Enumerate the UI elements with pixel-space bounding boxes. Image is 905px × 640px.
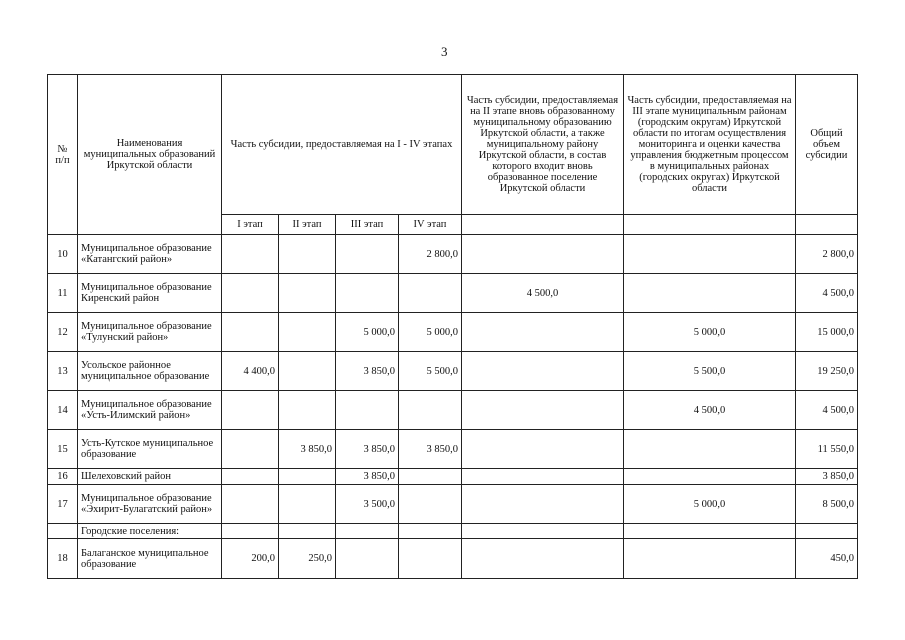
part2-value bbox=[462, 391, 624, 430]
row-name: Муниципальное образование «Эхирит-Булагатский район» bbox=[78, 485, 222, 524]
row-number: 13 bbox=[48, 352, 78, 391]
col-header-num: № п/п bbox=[48, 75, 78, 235]
stage-4-value bbox=[399, 391, 462, 430]
stage-4-value: 2 800,0 bbox=[399, 235, 462, 274]
table-row bbox=[48, 539, 858, 579]
row-name: Усть-Кутское муниципальное образование bbox=[78, 430, 222, 469]
stage-4-value: 3 850,0 bbox=[399, 430, 462, 469]
table-row bbox=[48, 485, 858, 524]
row-number: 10 bbox=[48, 235, 78, 274]
total-value: 450,0 bbox=[796, 539, 858, 579]
stage-1-value: 200,0 bbox=[222, 539, 279, 579]
stage-1-value bbox=[222, 391, 279, 430]
part2-value bbox=[462, 539, 624, 579]
row-name: Шелеховский район bbox=[78, 469, 222, 485]
row-number: 15 bbox=[48, 430, 78, 469]
stage-2-header: II этап bbox=[279, 215, 336, 235]
row-name: Муниципальное образование «Усть-Илимский район» bbox=[78, 391, 222, 430]
stage-1-value bbox=[222, 274, 279, 313]
stage-1-value bbox=[222, 235, 279, 274]
total-subheader bbox=[796, 215, 858, 235]
stage-3-value bbox=[336, 274, 399, 313]
stage-1-header: I этап bbox=[222, 215, 279, 235]
table-row bbox=[48, 235, 858, 274]
part3-value: 5 000,0 bbox=[624, 313, 796, 352]
stage-2-value: 250,0 bbox=[279, 539, 336, 579]
row-number: 14 bbox=[48, 391, 78, 430]
part3-value bbox=[624, 539, 796, 579]
stage-1-value: 4 400,0 bbox=[222, 352, 279, 391]
stage-4-header: IV этап bbox=[399, 215, 462, 235]
stage-1-value bbox=[222, 313, 279, 352]
stage-2-value bbox=[279, 313, 336, 352]
table-row bbox=[48, 469, 858, 485]
total-value: 3 850,0 bbox=[796, 469, 858, 485]
empty-cell bbox=[796, 524, 858, 539]
stage-3-value bbox=[336, 539, 399, 579]
stage-4-value bbox=[399, 469, 462, 485]
part3-value: 4 500,0 bbox=[624, 391, 796, 430]
group-row bbox=[48, 524, 858, 539]
part2-value bbox=[462, 430, 624, 469]
row-number: 17 bbox=[48, 485, 78, 524]
part3-value bbox=[624, 469, 796, 485]
stage-1-value bbox=[222, 469, 279, 485]
row-name: Муниципальное образование «Катангский район» bbox=[78, 235, 222, 274]
empty-cell bbox=[399, 524, 462, 539]
total-value: 15 000,0 bbox=[796, 313, 858, 352]
part3-value: 5 000,0 bbox=[624, 485, 796, 524]
stage-4-value: 5 000,0 bbox=[399, 313, 462, 352]
row-number: 12 bbox=[48, 313, 78, 352]
stage-3-value: 5 000,0 bbox=[336, 313, 399, 352]
stage-2-value: 3 850,0 bbox=[279, 430, 336, 469]
stage-1-value bbox=[222, 485, 279, 524]
stage-3-value: 3 850,0 bbox=[336, 469, 399, 485]
part3-value: 5 500,0 bbox=[624, 352, 796, 391]
stage-3-value: 3 850,0 bbox=[336, 352, 399, 391]
col-header-part1: Часть субсидии, предоставляемая на I - IV этапах bbox=[222, 75, 462, 215]
stage-3-value: 3 500,0 bbox=[336, 485, 399, 524]
col-header-total: Общий объем субсидии bbox=[796, 75, 858, 215]
stage-4-value bbox=[399, 274, 462, 313]
subsidy-table bbox=[47, 74, 858, 579]
col-header-part2: Часть субсидии, предоставляемая на II этапе вновь образованному муниципальному образованию Иркутской области, а также муниципальному району Иркутской области, в состав которого входит вновь образованное поселение Иркутской области bbox=[462, 75, 624, 215]
total-value: 4 500,0 bbox=[796, 391, 858, 430]
part2-value: 4 500,0 bbox=[462, 274, 624, 313]
table-row bbox=[48, 274, 858, 313]
part3-subheader bbox=[624, 215, 796, 235]
col-header-part3: Часть субсидии, предоставляемая на III этапе муниципальным районам (городским округам) Иркутской области по итогам осуществления мониторинга и оценки качества управления бюджетным процессом в муниципальных районах (городских округах) Иркутской области bbox=[624, 75, 796, 215]
stage-2-value bbox=[279, 469, 336, 485]
stage-3-value: 3 850,0 bbox=[336, 430, 399, 469]
page-number: 3 bbox=[441, 44, 448, 59]
row-number: 16 bbox=[48, 469, 78, 485]
part3-value bbox=[624, 235, 796, 274]
stage-2-value bbox=[279, 274, 336, 313]
total-value: 4 500,0 bbox=[796, 274, 858, 313]
part3-value bbox=[624, 274, 796, 313]
part2-value bbox=[462, 469, 624, 485]
stage-2-value bbox=[279, 485, 336, 524]
stage-4-value bbox=[399, 539, 462, 579]
row-name: Муниципальное образование Киренский район bbox=[78, 274, 222, 313]
stage-2-value bbox=[279, 352, 336, 391]
part2-value bbox=[462, 235, 624, 274]
empty-cell bbox=[462, 524, 624, 539]
part3-value bbox=[624, 430, 796, 469]
empty-cell bbox=[336, 524, 399, 539]
part2-subheader bbox=[462, 215, 624, 235]
stage-3-value bbox=[336, 391, 399, 430]
stage-2-value bbox=[279, 391, 336, 430]
table-row bbox=[48, 391, 858, 430]
group-row-number bbox=[48, 524, 78, 539]
stage-3-value bbox=[336, 235, 399, 274]
row-name: Балаганское муниципальное образование bbox=[78, 539, 222, 579]
empty-cell bbox=[624, 524, 796, 539]
table-row bbox=[48, 352, 858, 391]
row-name: Усольское районное муниципальное образование bbox=[78, 352, 222, 391]
part2-value bbox=[462, 352, 624, 391]
row-number: 18 bbox=[48, 539, 78, 579]
total-value: 11 550,0 bbox=[796, 430, 858, 469]
part2-value bbox=[462, 485, 624, 524]
total-value: 2 800,0 bbox=[796, 235, 858, 274]
part2-value bbox=[462, 313, 624, 352]
stage-3-header: III этап bbox=[336, 215, 399, 235]
row-number: 11 bbox=[48, 274, 78, 313]
stage-4-value bbox=[399, 485, 462, 524]
empty-cell bbox=[222, 524, 279, 539]
row-name: Муниципальное образование «Тулунский район» bbox=[78, 313, 222, 352]
table-row bbox=[48, 430, 858, 469]
col-header-name: Наименования муниципальных образований Иркутской области bbox=[78, 75, 222, 235]
empty-cell bbox=[279, 524, 336, 539]
stage-4-value: 5 500,0 bbox=[399, 352, 462, 391]
stage-2-value bbox=[279, 235, 336, 274]
group-label: Городские поселения: bbox=[78, 524, 222, 539]
stage-1-value bbox=[222, 430, 279, 469]
total-value: 19 250,0 bbox=[796, 352, 858, 391]
total-value: 8 500,0 bbox=[796, 485, 858, 524]
table-row bbox=[48, 313, 858, 352]
